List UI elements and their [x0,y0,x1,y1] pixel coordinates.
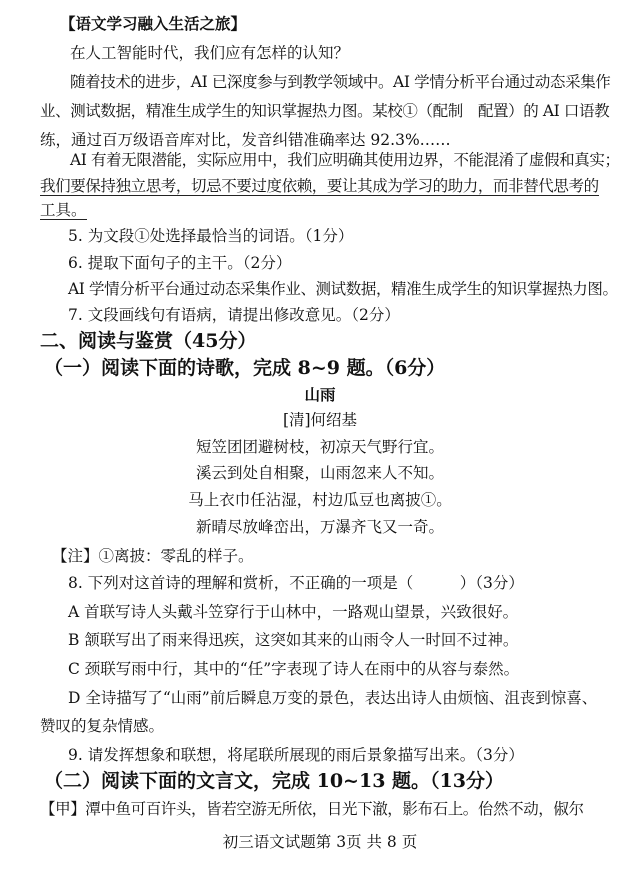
question-5: 5. 为文段①处选择最恰当的词语。（1分） [68,227,354,245]
intro-question: 在人工智能时代，我们应有怎样的认知？ [70,44,350,62]
intro-paragraph-1-line-3: 练，通过百万级语音库对比，发音纠错准确率达 92.3%…… [40,131,451,149]
poem-note: 【注】①离披：零乱的样子。 [52,547,254,565]
question-8-option-d-line-1: D 全诗描写了“山雨”前后瞬息万变的景色，表达出诗人由烦恼、沮丧到惊喜、 [68,689,598,707]
question-7: 7. 文段画线句有语病，请提出修改意见。（2分） [68,306,400,324]
question-8-option-d-line-2: 赞叹的复杂情感。 [40,717,165,735]
question-6-sentence: AI 学情分析平台通过动态采集作业、测试数据，精准生成学生的知识掌握热力图。 [68,280,618,298]
question-8-option-c: C 颈联写雨中行，其中的“任”字表现了诗人在雨中的从容与泰然。 [68,660,520,678]
underlined-sentence-line-2 [40,200,87,220]
poem-line-2: 溪云到处自相聚，山雨忽来人不知。 [195,464,444,482]
page-footer: 初三语文试题第 3页 共 8 页 [222,833,418,851]
question-8-stem: 8. 下列对这首诗的理解和赏析，不正确的一项是（ ）（3分） [68,574,524,592]
poem-line-4: 新晴尽放峰峦出，万瀑齐飞又一奇。 [195,518,444,536]
poem-author: [清]何绍基 [282,411,358,429]
intro-paragraph-1-line-2: 业、测试数据，精准生成学生的知识掌握热力图。某校①（配制 配置）的 AI 口语教 [40,102,610,120]
subsection-2-title: （二）阅读下面的文言文，完成 10~13 题。（13分） [44,770,504,792]
classical-text-line: 【甲】潭中鱼可百许头，皆若空游无所依，日光下澈，影布石上。佁然不动，俶尔 [40,800,584,818]
intro-paragraph-2-line-1: AI 有着无限潜能，实际应用中，我们应明确其使用边界，不能混淆了虚假和真实； [70,151,620,169]
question-9: 9. 请发挥想象和联想，将尾联所展现的雨后景象描写出来。（3分） [68,746,524,764]
intro-paragraph-1-line-1: 随着技术的进步，AI 已深度参与到教学领域中。AI 学情分析平台通过动态采集作 [70,73,611,91]
subsection-1-title: （一）阅读下面的诗歌，完成 8~9 题。（6分） [44,357,446,379]
part-2-title: 二、阅读与鉴赏（45分） [40,330,257,352]
poem-line-1: 短笠团团避树枝，初凉天气野行宜。 [195,438,444,456]
poem-line-3: 马上衣巾任沾湿，村边瓜豆也离披①。 [188,491,452,509]
question-6: 6. 提取下面句子的主干。（2分） [68,254,292,272]
question-8-option-a: A 首联写诗人头戴斗笠穿行于山林中，一路观山望景，兴致很好。 [68,603,519,621]
underlined-sentence-text-1: 我们要保持独立思考，切忌不要过度依赖，要让其成为学习的助力，而非替代思考的 [40,177,599,195]
underlined-sentence-text-2: 工具。 [40,201,87,219]
poem-title: 山雨 [304,385,336,404]
question-8-option-b: B 颔联写出了雨来得迅疾，这突如其来的山雨令人一时回不过神。 [68,631,519,649]
section-title: 【语文学习融入生活之旅】 [60,14,247,33]
underlined-sentence-line-1 [40,176,599,196]
